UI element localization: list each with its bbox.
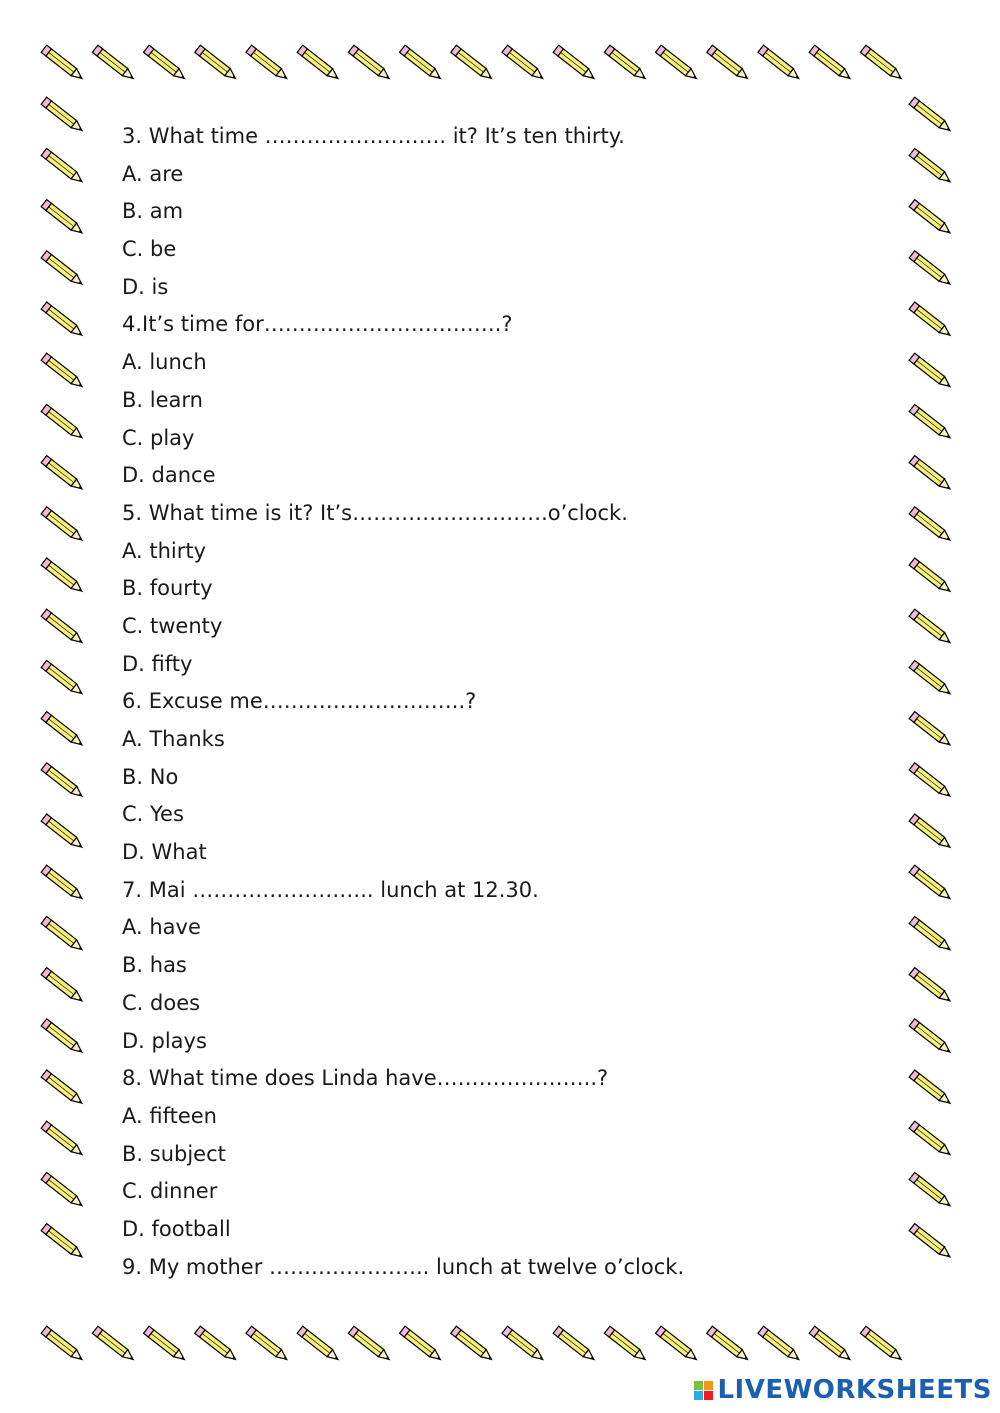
- pencil-icon: [400, 45, 445, 83]
- answer-option: B. No: [122, 764, 179, 789]
- pencil-icon: [553, 1326, 598, 1364]
- pencil-icon: [41, 660, 86, 698]
- liveworksheets-logo-icon: [694, 1381, 713, 1400]
- pencil-icon: [41, 1172, 86, 1210]
- pencil-icon: [909, 1019, 954, 1057]
- pencil-icon: [451, 1326, 496, 1364]
- pencil-icon: [41, 1326, 86, 1364]
- pencil-icon: [909, 763, 954, 801]
- pencil-icon: [860, 1326, 905, 1364]
- question-prompt: 5. What time is it? It’s……………………….o’clock.: [122, 500, 628, 525]
- pencil-icon: [41, 609, 86, 647]
- pencil-icon: [909, 968, 954, 1006]
- pencil-icon: [909, 814, 954, 852]
- answer-option: D. What: [122, 840, 207, 865]
- pencil-icon: [92, 45, 137, 83]
- pencil-icon: [348, 1326, 393, 1364]
- pencil-icon: [41, 1224, 86, 1262]
- pencil-icon: [909, 660, 954, 698]
- answer-option: C. be: [122, 237, 177, 262]
- pencil-icon: [297, 1326, 342, 1364]
- answer-option: C. twenty: [122, 613, 223, 638]
- answer-option: C. Yes: [122, 802, 184, 827]
- pencil-icon: [909, 404, 954, 442]
- pencil-icon: [909, 200, 954, 238]
- pencil-icon: [707, 45, 752, 83]
- pencil-icon: [400, 1326, 445, 1364]
- pencil-icon: [604, 1326, 649, 1364]
- pencil-icon: [656, 1326, 701, 1364]
- liveworksheets-brand: [694, 1373, 992, 1407]
- pencil-icon: [195, 45, 240, 83]
- pencil-icon: [144, 45, 189, 83]
- answer-option: C. play: [122, 425, 195, 450]
- answer-option: B. fourty: [122, 576, 213, 601]
- pencil-icon: [860, 45, 905, 83]
- pencil-icon: [909, 1070, 954, 1108]
- pencil-icon: [246, 45, 291, 83]
- pencil-icon: [909, 251, 954, 289]
- pencil-icon: [41, 712, 86, 750]
- pencil-icon: [758, 45, 803, 83]
- pencil-icon: [41, 45, 86, 83]
- pencil-icon: [502, 45, 547, 83]
- answer-option: D. fifty: [122, 651, 193, 676]
- pencil-icon: [909, 1224, 954, 1262]
- pencil-icon: [809, 45, 854, 83]
- question-prompt: 6. Excuse me………………………..?: [122, 689, 477, 714]
- pencil-icon: [41, 302, 86, 340]
- pencil-icon: [909, 865, 954, 903]
- pencil-icon: [41, 148, 86, 186]
- pencil-icon: [909, 97, 954, 135]
- pencil-icon: [41, 456, 86, 494]
- answer-option: C. dinner: [122, 1179, 218, 1204]
- pencil-icon: [909, 558, 954, 596]
- answer-option: C. does: [122, 990, 201, 1015]
- answer-option: A. lunch: [122, 350, 207, 375]
- pencil-icon: [41, 353, 86, 391]
- answer-option: D. football: [122, 1216, 231, 1241]
- pencil-icon: [656, 45, 701, 83]
- answer-option: A. thirty: [122, 538, 207, 563]
- pencil-icon: [297, 45, 342, 83]
- answer-option: B. learn: [122, 387, 203, 412]
- pencil-icon: [909, 1172, 954, 1210]
- pencil-icon: [41, 968, 86, 1006]
- pencil-icon: [451, 45, 496, 83]
- pencil-icon: [41, 814, 86, 852]
- pencil-icon: [758, 1326, 803, 1364]
- pencil-icon: [909, 148, 954, 186]
- answer-option: A. are: [122, 161, 184, 186]
- pencil-icon: [41, 1121, 86, 1159]
- answer-option: A. have: [122, 915, 201, 940]
- pencil-icon: [348, 45, 393, 83]
- pencil-icon: [144, 1326, 189, 1364]
- pencil-icon: [41, 404, 86, 442]
- pencil-icon: [909, 353, 954, 391]
- pencil-icon: [604, 45, 649, 83]
- pencil-icon: [909, 712, 954, 750]
- worksheet-content: [122, 118, 882, 1286]
- pencil-icon: [553, 45, 598, 83]
- pencil-icon: [909, 302, 954, 340]
- answer-option: D. is: [122, 274, 169, 299]
- pencil-icon: [41, 865, 86, 903]
- pencil-icon: [909, 507, 954, 545]
- question-prompt: 9. My mother ………………….. lunch at twelve o’clock.: [122, 1254, 685, 1279]
- pencil-icon: [909, 609, 954, 647]
- pencil-icon: [41, 251, 86, 289]
- pencil-icon: [41, 1019, 86, 1057]
- answer-option: B. has: [122, 953, 187, 978]
- question-prompt: 4.It’s time for…………………………….?: [122, 312, 513, 337]
- brand-text: LIVEWORKSHEETS: [717, 1375, 992, 1405]
- pencil-icon: [909, 1121, 954, 1159]
- pencil-icon: [41, 558, 86, 596]
- pencil-icon: [41, 97, 86, 135]
- answer-option: B. am: [122, 199, 184, 224]
- pencil-icon: [909, 916, 954, 954]
- pencil-icon: [246, 1326, 291, 1364]
- answer-option: A. Thanks: [122, 727, 225, 751]
- pencil-icon: [707, 1326, 752, 1364]
- pencil-icon: [41, 763, 86, 801]
- pencil-icon: [909, 456, 954, 494]
- question-prompt: 7. Mai …………………….. lunch at 12.30.: [122, 877, 539, 902]
- pencil-icon: [195, 1326, 240, 1364]
- answer-option: B. subject: [122, 1141, 226, 1166]
- pencil-icon: [41, 1070, 86, 1108]
- pencil-icon: [92, 1326, 137, 1364]
- pencil-icon: [41, 507, 86, 545]
- answer-option: A. fifteen: [122, 1103, 217, 1128]
- pencil-icon: [41, 200, 86, 238]
- pencil-icon: [809, 1326, 854, 1364]
- question-prompt: 8. What time does Linda have…………………..?: [122, 1066, 609, 1091]
- pencil-icon: [41, 916, 86, 954]
- question-prompt: 3. What time …………………….. it? It’s ten thirty.: [122, 124, 625, 148]
- pencil-icon: [502, 1326, 547, 1364]
- answer-option: D. dance: [122, 463, 216, 488]
- answer-option: D. plays: [122, 1028, 207, 1053]
